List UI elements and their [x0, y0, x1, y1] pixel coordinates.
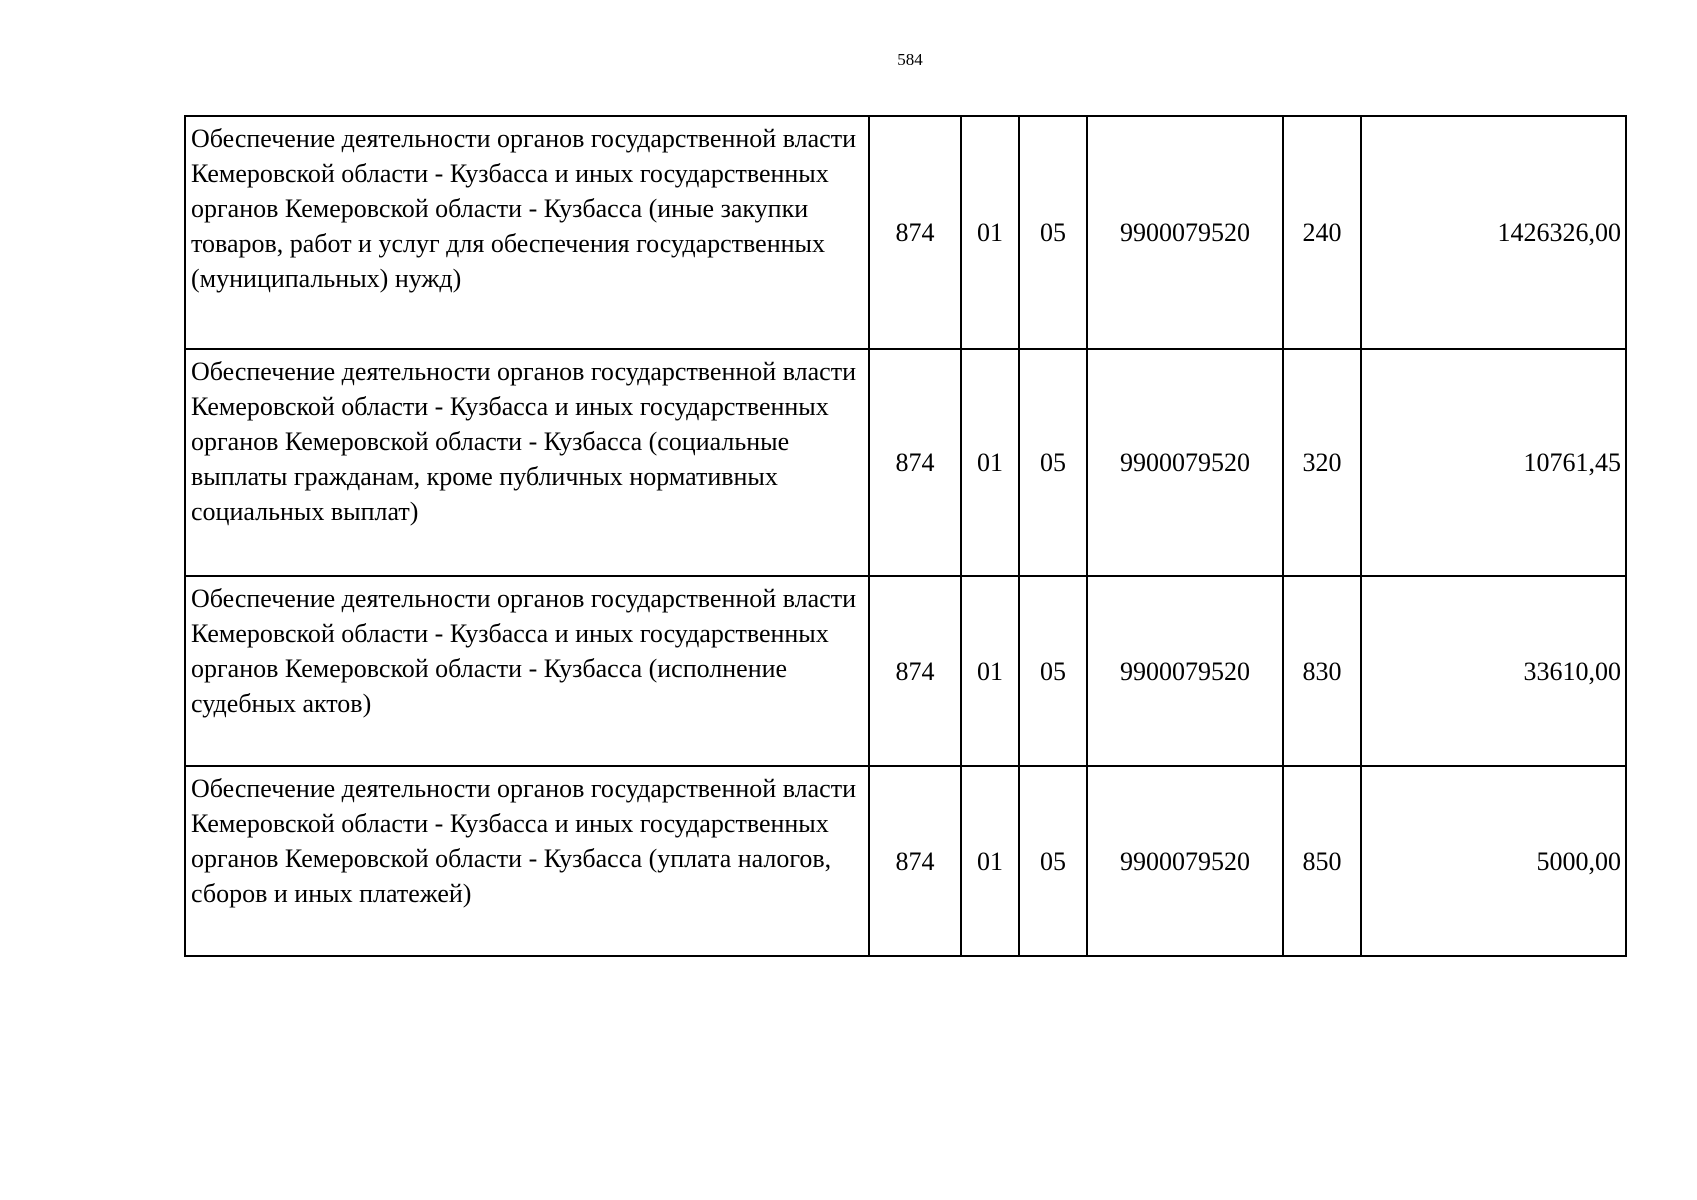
page-number: 584: [897, 50, 923, 69]
subsection-code: 05: [1019, 766, 1087, 956]
section-code: 01: [961, 766, 1019, 956]
section-code: 01: [961, 576, 1019, 766]
grbs-code: 874: [869, 349, 961, 576]
expense-type-code: 240: [1283, 116, 1361, 349]
table-row: [185, 116, 1626, 349]
expense-type-code: 850: [1283, 766, 1361, 956]
row-description: Обеспечение деятельности органов государственной власти Кемеровской области - Кузбасса и иных государственных органов Кемеровской области - Кузбасса (иные закупки товаров, работ и услуг для обеспечения государственных (муниципальных) нужд): [185, 116, 869, 349]
amount: 1426326,00: [1361, 116, 1626, 349]
target-article-code: 9900079520: [1087, 116, 1283, 349]
row-description: Обеспечение деятельности органов государственной власти Кемеровской области - Кузбасса и иных государственных органов Кемеровской области - Кузбасса (исполнение судебных актов): [185, 576, 869, 766]
target-article-code: 9900079520: [1087, 576, 1283, 766]
table-row: [185, 576, 1626, 766]
target-article-code: 9900079520: [1087, 349, 1283, 576]
table-row: [185, 349, 1626, 576]
grbs-code: 874: [869, 576, 961, 766]
section-code: 01: [961, 116, 1019, 349]
amount: 33610,00: [1361, 576, 1626, 766]
grbs-code: 874: [869, 766, 961, 956]
subsection-code: 05: [1019, 576, 1087, 766]
budget-table: [184, 115, 1627, 957]
amount: 5000,00: [1361, 766, 1626, 956]
grbs-code: 874: [869, 116, 961, 349]
row-description: Обеспечение деятельности органов государственной власти Кемеровской области - Кузбасса и иных государственных органов Кемеровской области - Кузбасса (социальные выплаты гражданам, кроме публичных нормативных социальных выплат): [185, 349, 869, 576]
expense-type-code: 830: [1283, 576, 1361, 766]
target-article-code: 9900079520: [1087, 766, 1283, 956]
table-row: [185, 766, 1626, 956]
row-description: Обеспечение деятельности органов государственной власти Кемеровской области - Кузбасса и иных государственных органов Кемеровской области - Кузбасса (уплата налогов, сборов и иных платежей): [185, 766, 869, 956]
amount: 10761,45: [1361, 349, 1626, 576]
expense-type-code: 320: [1283, 349, 1361, 576]
subsection-code: 05: [1019, 349, 1087, 576]
section-code: 01: [961, 349, 1019, 576]
subsection-code: 05: [1019, 116, 1087, 349]
